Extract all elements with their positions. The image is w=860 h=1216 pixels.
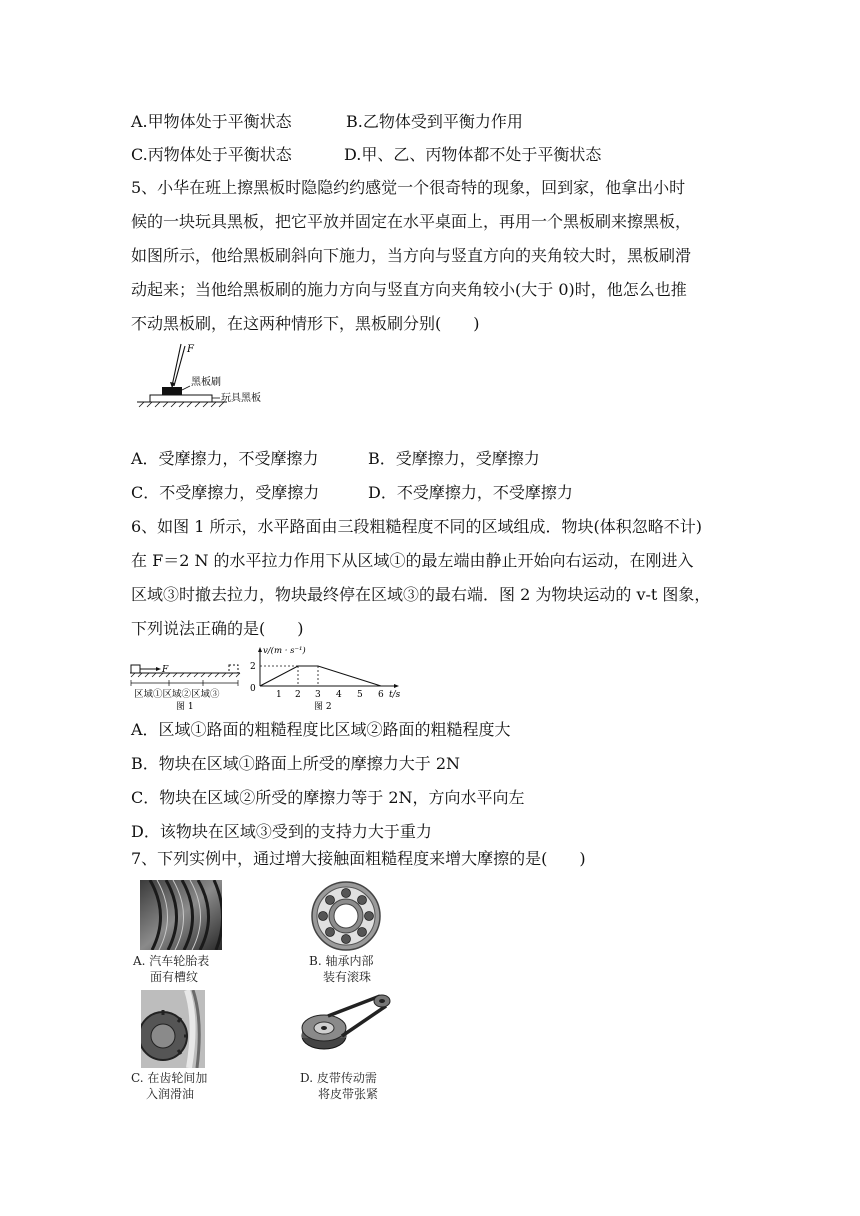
q5-option-a: A．受摩擦力，不受摩擦力 <box>131 449 319 468</box>
gears-oil-image <box>141 990 205 1068</box>
figure-1-caption: 图 1 <box>176 702 194 712</box>
origin-label: 0 <box>250 684 256 694</box>
q4-option-d: D.甲、乙、丙物体都不处于平衡状态 <box>344 145 602 164</box>
x-tick-6: 6 <box>378 690 384 700</box>
q4-option-c: C.丙物体处于平衡状态 <box>131 145 292 164</box>
q6-option-a: A．区域①路面的粗糙程度比区域②路面的粗糙程度大 <box>131 720 511 739</box>
caption-a-line-1: A. 汽车轮胎表 <box>133 954 210 968</box>
x-tick-4: 4 <box>336 690 342 700</box>
q5-stem-line-2: 候的一块玩具黑板，把它平放并固定在水平桌面上，再用一个黑板刷来擦黑板， <box>131 212 692 231</box>
caption-b-line-2: 装有滚珠 <box>323 970 372 984</box>
region-labels: 区域①区域②区域③ <box>134 689 220 700</box>
figure-2-caption: 图 2 <box>314 702 332 712</box>
q6-option-c: C．物块在区域②所受的摩擦力等于 2N，方向水平向左 <box>131 788 525 807</box>
block-start <box>131 665 140 673</box>
q6-stem-line-1: 6、如图 1 所示，水平路面由三段粗糙程度不同的区域组成．物块(体积忽略不计) <box>131 517 703 536</box>
x-tick-3: 3 <box>315 690 321 700</box>
x-axis-arrow <box>394 684 399 688</box>
x-tick-2: 2 <box>295 690 301 700</box>
q5-option-c: C．不受摩擦力，受摩擦力 <box>131 483 320 502</box>
q7-stem: 7、下列实例中，通过增大接触面粗糙程度来增大摩擦的是( ) <box>131 849 586 868</box>
q6-stem-line-4: 下列说法正确的是( ) <box>131 619 304 638</box>
q6-figure-2-vt-graph <box>246 642 406 712</box>
caption-d-line-2: 将皮带张紧 <box>318 1087 379 1101</box>
arrow-head <box>156 667 161 671</box>
q5-stem-line-4: 动起来；当他给黑板刷的施力方向与竖直方向夹角较小(大于 0)时，他怎么也推 <box>131 280 687 299</box>
q5-figure-blackboard <box>135 340 285 412</box>
board-label: 玩具黑板 <box>221 393 261 404</box>
y-tick-2: 2 <box>250 662 256 672</box>
q5-stem-line-1: 5、小华在班上擦黑板时隐隐约约感觉一个很奇特的现象，回到家，他拿出小时 <box>131 178 686 197</box>
caption-a-line-2: 面有槽纹 <box>150 970 199 984</box>
force-label: F <box>187 344 194 355</box>
brush-label: 黑板刷 <box>191 377 221 388</box>
bearing-image <box>310 880 382 952</box>
y-axis-label: v/(m · s⁻¹) <box>263 646 306 656</box>
y-axis-arrow <box>258 647 262 652</box>
block-end <box>229 665 238 673</box>
brush-leader-line <box>182 386 190 390</box>
q6-option-d: D．该物块在区域③受到的支持力大于重力 <box>131 822 432 841</box>
region-dividers <box>131 680 238 686</box>
q5-stem-line-3: 如图所示，他给黑板刷斜向下施力，当方向与竖直方向的夹角较大时，黑板刷滑 <box>131 246 692 265</box>
q6-figure-1-road <box>128 660 246 712</box>
tire-tread-image <box>140 880 222 950</box>
force-label: F <box>162 665 169 675</box>
x-axis-label: t/s <box>389 690 401 700</box>
toy-board-shape <box>150 395 212 402</box>
x-tick-1: 1 <box>276 690 282 700</box>
vt-curve <box>260 666 381 686</box>
q6-stem-line-2: 在 F＝2 N 的水平拉力作用下从区域①的最左端由静止开始向右运动，在刚进入 <box>131 551 694 570</box>
q5-option-d: D．不受摩擦力，不受摩擦力 <box>368 483 573 502</box>
q6-stem-line-3: 区域③时撤去拉力，物块最终停在区域③的最右端．图 2 为物块运动的 v-t 图象， <box>131 585 711 604</box>
caption-d-line-1: D. 皮带传动需 <box>300 1071 377 1085</box>
q4-option-a: A.甲物体处于平衡状态 <box>131 112 292 131</box>
ground-hatching <box>139 402 224 407</box>
road-hatching <box>131 673 240 677</box>
q5-option-b: B．受摩擦力，受摩擦力 <box>368 449 540 468</box>
belt-drive-image <box>298 990 392 1062</box>
caption-c-line-1: C. 在齿轮间加 <box>131 1071 208 1085</box>
q5-stem-line-5: 不动黑板刷，在这两种情形下，黑板刷分别( ) <box>131 314 480 333</box>
caption-c-line-2: 入润滑油 <box>146 1087 195 1101</box>
x-tick-5: 5 <box>357 690 363 700</box>
q6-option-b: B．物块在区域①路面上所受的摩擦力大于 2N <box>131 754 461 773</box>
brush-shape <box>162 387 182 395</box>
caption-b-line-1: B. 轴承内部 <box>309 954 374 968</box>
q4-option-b: B.乙物体受到平衡力作用 <box>346 112 523 131</box>
